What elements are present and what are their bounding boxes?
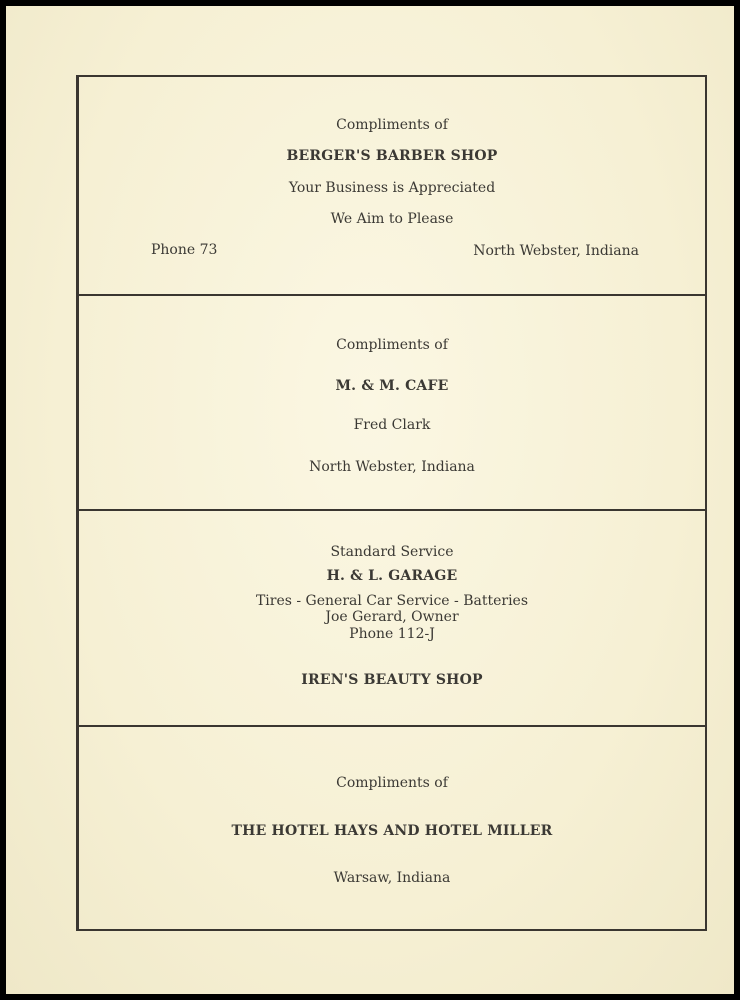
phone-text: Phone 112-J — [349, 626, 435, 642]
compliments-text: Compliments of — [336, 775, 448, 791]
section-divider — [79, 294, 705, 296]
business-name: THE HOTEL HAYS AND HOTEL MILLER — [231, 823, 553, 839]
compliments-text: Compliments of — [336, 117, 448, 133]
phone-text: Phone 73 — [151, 242, 218, 258]
document-page — [6, 6, 734, 994]
ad-frame — [76, 75, 707, 931]
owner-text: Fred Clark — [353, 417, 431, 433]
business-name: BERGER'S BARBER SHOP — [286, 148, 498, 164]
compliments-text: Compliments of — [336, 337, 448, 353]
business-name: IREN'S BEAUTY SHOP — [301, 672, 483, 688]
section-divider — [79, 725, 705, 727]
location-text: North Webster, Indiana — [473, 243, 639, 259]
section-divider — [79, 509, 705, 511]
services-text: Tires - General Car Service - Batteries — [255, 593, 529, 609]
slogan-text: We Aim to Please — [330, 211, 454, 227]
business-name: M. & M. CAFE — [335, 378, 449, 394]
location-text: North Webster, Indiana — [309, 459, 475, 475]
service-text: Standard Service — [330, 544, 454, 560]
business-name: H. & L. GARAGE — [326, 568, 458, 584]
owner-text: Joe Gerard, Owner — [325, 609, 459, 625]
slogan-text: Your Business is Appreciated — [288, 180, 496, 196]
location-text: Warsaw, Indiana — [333, 870, 451, 886]
